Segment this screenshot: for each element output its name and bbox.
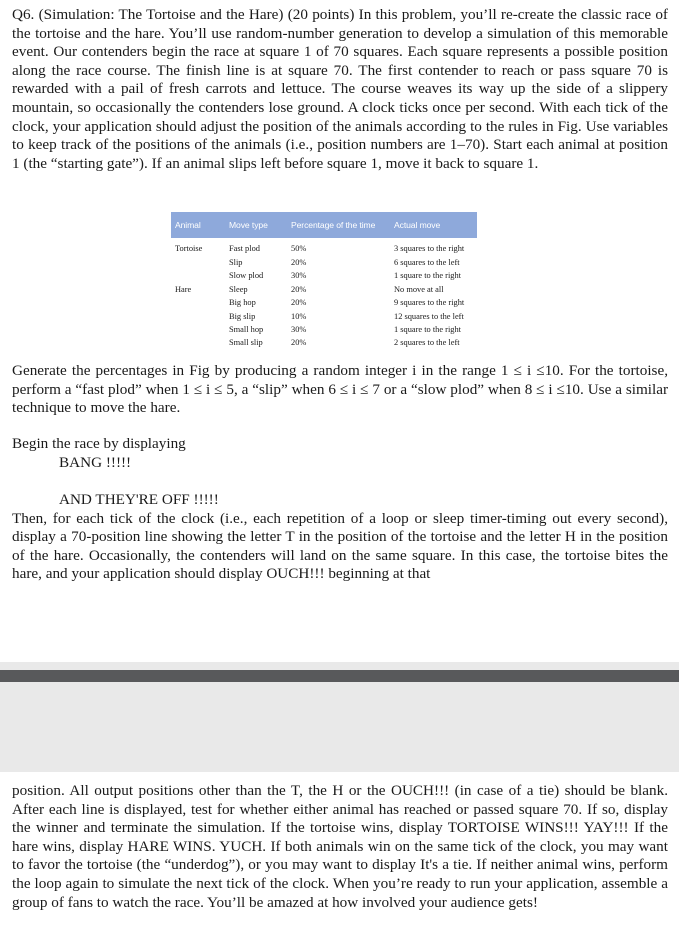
cell-animal: [171, 270, 225, 283]
generate-paragraph: Generate the percentages in Fig by producing a random integer i in the range 1 ≤ i ≤10. For the tortoise, perform a “fast plod” when 1 ≤ i ≤ 5, a “slip” when 6 ≤ i ≤ 7 or a “slow plod” when 8 ≤ i ≤10. Use a similar technique to move the hare.: [12, 362, 668, 417]
cell-actual: 1 square to the right: [394, 325, 461, 335]
table-row: [171, 270, 477, 283]
header-actual-move: Actual move: [394, 220, 441, 230]
cell-pct: 20%: [291, 338, 307, 348]
then-block: [12, 491, 668, 584]
table-row: [171, 311, 477, 324]
begin-line: Begin the race by displaying: [12, 435, 186, 452]
table-row: [171, 257, 477, 270]
cell-animal: [171, 337, 225, 351]
cell-animal: [171, 324, 225, 337]
cell-move: Sleep: [229, 284, 248, 294]
cell-actual: No move at all: [394, 284, 444, 294]
cell-pct: 20%: [291, 257, 307, 267]
intro-paragraph: Q6. (Simulation: The Tortoise and the Hare) (20 points) In this problem, you’ll re-create the classic race of the tortoise and the hare. You’ll use random-number generation to develop a simulation of this memorable event. Our contenders begin the race at square 1 of 70 squares. Each square represents a possible position along the race course. The finish line is at square 70. The first contender to reach or pass square 70 is rewarded with a pail of fresh carrots and lettuce. The course weaves its way up the side of a slippery mountain, so occasionally the contenders lose ground. A clock ticks once per second. With each tick of the clock, your application should adjust the position of the animals according to the rules in Fig. Use variables to keep track of the positions of the animals (i.e., position numbers are 1–70). Start each animal at position 1 (the “starting gate”). If an animal slips left before square 1, move it back to square 1.: [12, 6, 668, 172]
header-move-type: Move type: [229, 220, 268, 230]
begin-block: [12, 435, 668, 472]
movement-rules-table: [171, 212, 477, 351]
table-row: [171, 284, 477, 297]
cell-pct: 20%: [291, 298, 307, 308]
cell-animal: [171, 257, 225, 270]
cell-actual: 9 squares to the right: [394, 298, 465, 308]
page-divider: [0, 662, 679, 772]
cell-move: Big slip: [229, 311, 256, 321]
table-row: [171, 337, 477, 351]
cell-move: Small hop: [229, 325, 264, 335]
cell-actual: 12 squares to the left: [394, 311, 464, 321]
position-paragraph: position. All output positions other than the T, the H or the OUCH!!! (in case of a tie) should be blank. After each line is displayed, test for whether either animal has reached or passed square 70. If so, display the winner and terminate the simulation. If the tortoise wins, display TORTOISE WINS!!! YAY!!! If the hare wins, display HARE WINS. YUCH. If both animals win on the same tick of the clock, you may want to favor the tortoise (the “underdog”), or you may want to display It's a tie. If neither animal wins, perform the loop again to simulate the next tick of the clock. When you’re ready to run your application, assemble a group of fans to watch the race. You’ll be amazed at how involved your audience gets!: [12, 782, 668, 911]
cell-actual: 3 squares to the right: [394, 244, 465, 253]
table-row: [171, 324, 477, 337]
header-animal: Animal: [175, 220, 201, 230]
cell-actual: 1 square to the right: [394, 271, 461, 281]
cell-pct: 30%: [291, 271, 307, 281]
bang-line: BANG !!!!!: [59, 453, 132, 471]
cell-pct: 10%: [291, 311, 307, 321]
table-row: [171, 238, 477, 257]
cell-move: Slow plod: [229, 271, 264, 281]
page-divider-band: [0, 670, 679, 682]
cell-move: Big hop: [229, 298, 256, 308]
table-row: [171, 297, 477, 310]
cell-actual: 6 squares to the left: [394, 257, 460, 267]
cell-animal: [171, 297, 225, 310]
cell-move: Small slip: [229, 338, 263, 348]
cell-animal: Hare: [175, 284, 192, 294]
document-page-2: [0, 772, 679, 936]
cell-animal: Tortoise: [175, 244, 203, 253]
cell-pct: 30%: [291, 325, 307, 335]
cell-move: Fast plod: [229, 244, 260, 253]
cell-pct: 20%: [291, 284, 307, 294]
cell-pct: 50%: [291, 244, 307, 253]
cell-actual: 2 squares to the left: [394, 338, 460, 348]
header-percentage: Percentage of the time: [291, 220, 376, 230]
theyre-off-line: AND THEY'RE OFF !!!!!: [59, 491, 219, 508]
cell-move: Slip: [229, 257, 243, 267]
then-paragraph: Then, for each tick of the clock (i.e., each repetition of a loop or sleep timer-timing out every second), display a 70-position line showing the letter T in the position of the tortoise and the letter H in the position of the hare. Occasionally, the contenders will land on the same square. In this case, the tortoise bites the hare, and your application should display OUCH!!! beginning at that: [12, 509, 668, 583]
cell-animal: [171, 311, 225, 324]
table-header-row: [171, 212, 477, 238]
